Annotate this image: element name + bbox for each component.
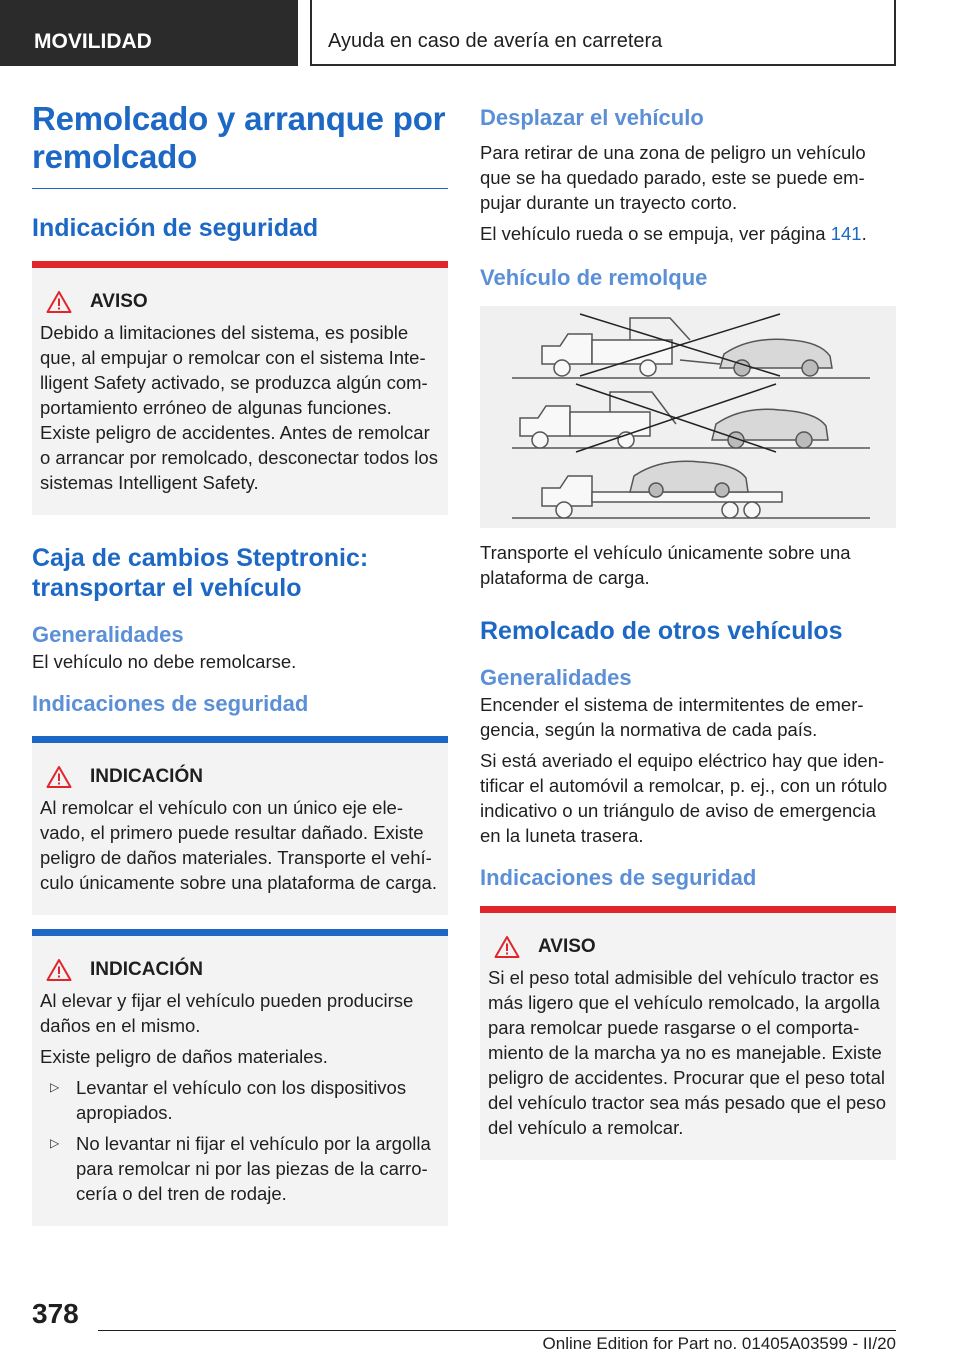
rueda-text-end: . — [861, 223, 867, 244]
heading-indicaciones-right: Indicaciones de seguridad — [480, 865, 757, 890]
towing-illustration — [480, 306, 896, 528]
notice-text: Al remolcar el vehículo con un único eje elevado, el primero puede resultar dañado. Existe peligro de daños materiales. Transporte el vehículo únicamente sobre una plataforma de carga. — [40, 797, 437, 893]
page-header — [0, 0, 960, 66]
warning-box-header — [40, 290, 440, 314]
list-item-text: No levantar ni fijar el vehículo por la argolla para remolcar ni por las piezas de la carrocería o del tren de rodaje. — [76, 1133, 431, 1204]
notice-header — [40, 765, 440, 789]
warning-text: Si el peso total admisible del vehículo tractor es más ligero que el vehículo remolcado, la argolla para remolcar puede rasgarse o el comportamiento de la marcha ya no es manejable. Existe peligro de accidentes. Procurar que el peso total del vehículo tractor sea más pesado que el peso del vehículo a remolcar. — [488, 967, 886, 1138]
warning-label: AVISO — [90, 291, 148, 312]
towing-diagram — [480, 306, 896, 528]
left-column — [32, 100, 448, 1226]
footer-divider — [98, 1330, 896, 1331]
heading-steptronic: Caja de cambios Steptronic: transportar el vehículo — [32, 544, 369, 602]
warning-triangle-icon — [46, 958, 72, 982]
page-link[interactable]: 141 — [830, 223, 862, 244]
warning-box-aviso — [32, 261, 448, 515]
warning-label: AVISO — [538, 936, 596, 957]
notice-box-1 — [32, 736, 448, 915]
page-number: 378 — [32, 1298, 79, 1329]
heading-otros: Remolcado de otros vehículos — [480, 617, 843, 645]
notice-header — [40, 958, 440, 982]
notice-text-1: Al elevar y fijar el vehículo pueden producirse daños en el mismo. — [40, 990, 414, 1036]
illustration-caption: Transporte el vehículo únicamente sobre una plataforma de carga. — [480, 542, 851, 588]
heading-general-right: Generalidades — [480, 665, 632, 690]
right-column — [480, 104, 896, 1160]
heading-indicaciones: Indicaciones de seguridad — [32, 691, 309, 716]
rueda-text-body: El vehículo rueda o se empuja, ver página — [480, 223, 831, 244]
general-text-2: Si está averiado el equipo eléctrico hay que identificar el automóvil a remolcar, p. ej., con un rótulo indicativo o un triángulo de aviso de emergencia en la luneta trasera. — [480, 750, 888, 846]
list-item — [40, 1075, 440, 1125]
bullet-triangle-icon: ▷ — [50, 1136, 60, 1150]
notice-box-2 — [32, 929, 448, 1226]
section-tab: MOVILIDAD — [0, 0, 298, 66]
list-item — [40, 1131, 440, 1206]
general-text-1: Encender el sistema de intermitentes de emergencia, según la normativa de cada país. — [480, 694, 864, 740]
warning-text: Debido a limitaciones del sistema, es posible que, al empujar o remolcar con el sistema Intelligent Safety activado, se produzca algún comportamiento erróneo de algunas funciones. Existe peligro de accidentes. Antes de remolcar o arrancar por remolcado, desconectar todos los sistemas Intelligent Safety. — [40, 322, 438, 493]
warning-triangle-icon — [494, 935, 520, 959]
notice-label: INDICACIÓN — [90, 766, 203, 787]
chapter-title: Ayuda en caso de avería en carretera — [310, 0, 896, 66]
notice-label: INDICACIÓN — [90, 959, 203, 980]
heading-desplazar: Desplazar el vehículo — [480, 105, 704, 130]
warning-triangle-icon — [46, 765, 72, 789]
heading-remolque: Vehículo de remolque — [480, 265, 708, 290]
edition-text: Online Edition for Part no. 01405A03599 - II/20 — [542, 1334, 896, 1353]
list-item-text: Levantar el vehículo con los dispositivos apropiados. — [76, 1077, 407, 1123]
bullet-triangle-icon: ▷ — [50, 1080, 60, 1094]
warning-box-aviso-right — [480, 906, 896, 1160]
general-text: El vehículo no debe remolcarse. — [32, 651, 297, 672]
warning-box-header — [488, 935, 888, 959]
rueda-text — [480, 221, 896, 246]
notice-text-2: Existe peligro de daños materiales. — [40, 1046, 328, 1067]
warning-triangle-icon — [46, 290, 72, 314]
heading-general: Generalidades — [32, 622, 184, 647]
page-title: Remolcado y arranque por remolcado — [32, 100, 448, 189]
heading-safety: Indicación de seguridad — [32, 214, 319, 242]
desplazar-text: Para retirar de una zona de peligro un vehículo que se ha quedado parado, este se puede empujar durante un trayecto corto. — [480, 142, 866, 213]
